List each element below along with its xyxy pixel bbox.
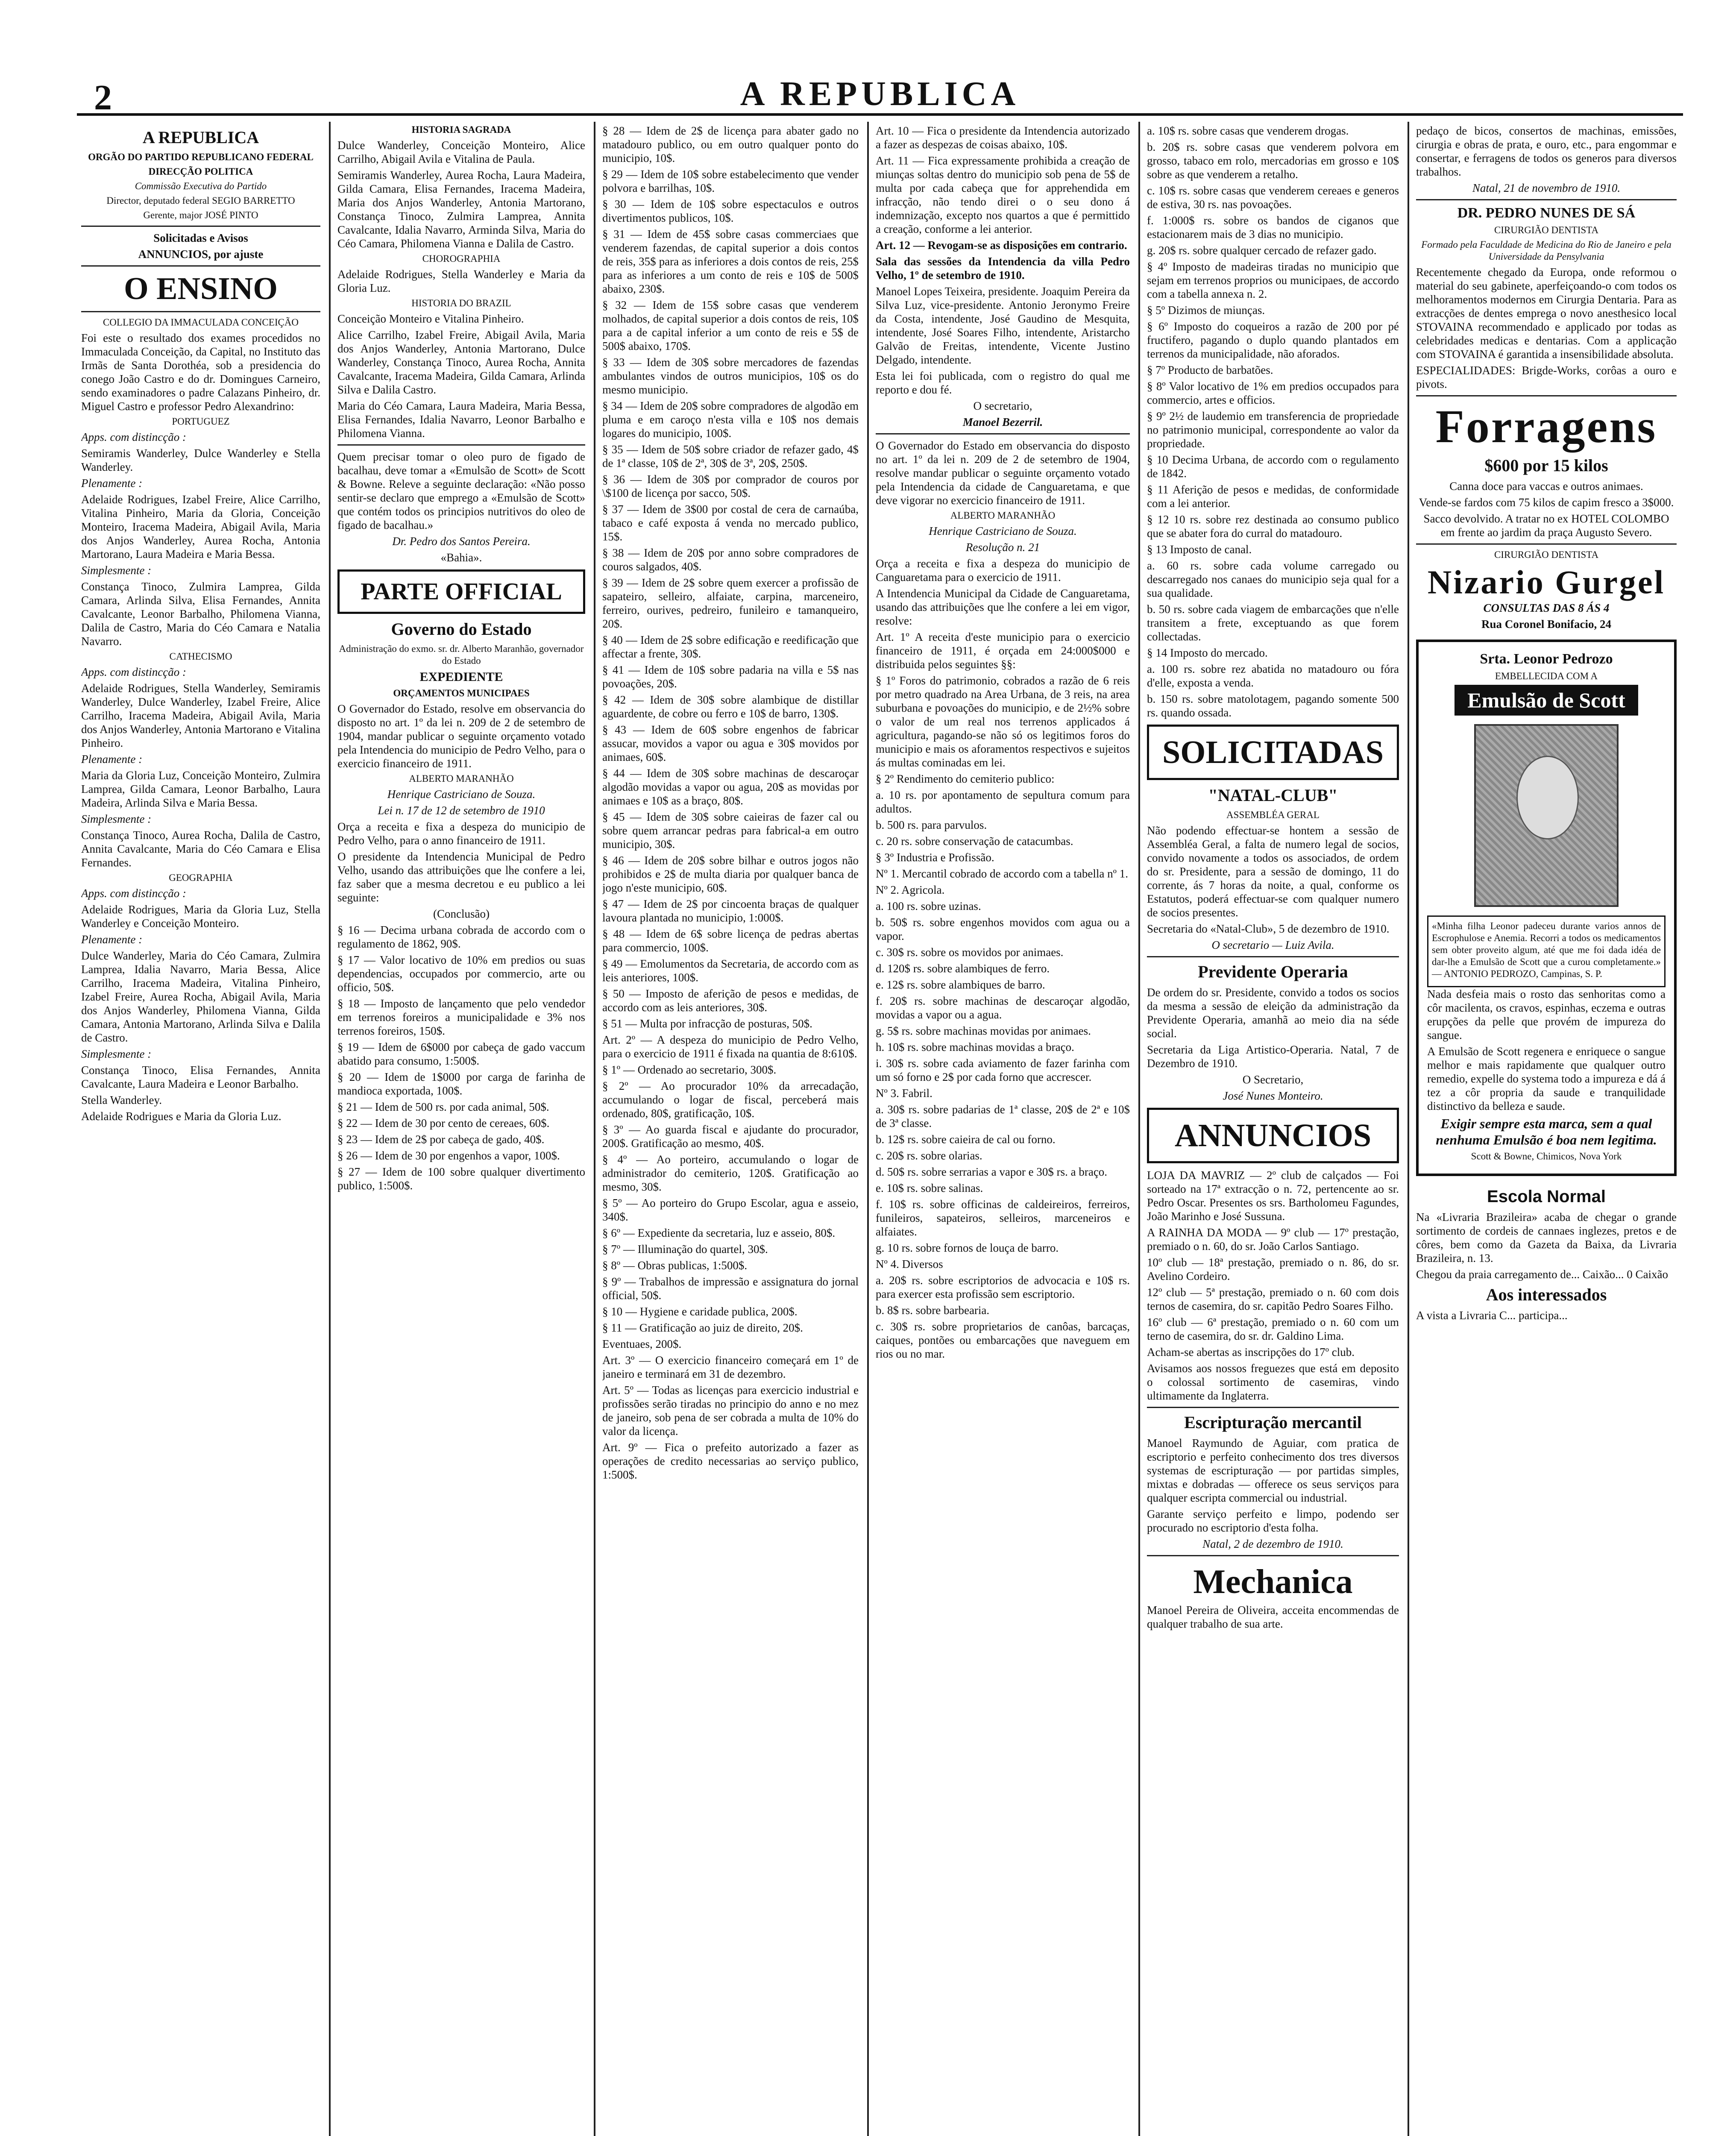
paragraph: Manoel Lopes Teixeira, presidente. Joaquim Pereira da Silva Luz, vice-presidente. Antonio Jeronymo Freire da Costa, intendente, José Gaudino de Mesquita, intendente, José Soares Filho, intendente, Aristarcho Galvão de Freitas, intendente, Vicente Justino Delgado, intendente. <box>876 285 1130 366</box>
signature: O Secretario, <box>1242 1073 1304 1086</box>
escripturacao-title: Escripturação mercantil <box>1184 1413 1362 1432</box>
paragraph: b. 50 rs. sobre cada viagem de embarcações que n'elle transitem a frete, exceptuando as que forem collectadas. <box>1147 603 1399 643</box>
paragraph: § 33 — Idem de 30$ sobre mercadores de fazendas ambulantes vindos de outros municipios, 10$ os do mesmo municipio. <box>602 356 859 396</box>
paragraph: § 17 — Valor locativo de 10% em predios ou suas dependencias, occupados por commercio, arte ou officio, 50$. <box>337 954 585 994</box>
paragraph: § 9º — Trabalhos de impressão e assignatura do jornal official, 50$. <box>602 1275 859 1302</box>
nizario-hours: CONSULTAS DAS 8 ÁS 4 <box>1483 601 1610 614</box>
paragraph: § 23 — Idem de 2$ por cabeça de gado, 40$. <box>337 1133 545 1146</box>
paragraph: O Governador do Estado, resolve em observancia do disposto no art. 1º da lei n. 209 de 2 de setembro de 1904, mandar publicar o seguinte orçamento votado pela Intendencia do municipio de Pedro Velho, para o exercicio financeiro de 1911. <box>337 702 585 770</box>
paragraph: a. 20$ rs. sobre escriptorios de advocacia e 10$ rs. para exercer esta profissão sem escriptorio. <box>876 1274 1130 1300</box>
divider <box>1416 395 1677 396</box>
paragraph: Adelaide Rodrigues, Izabel Freire, Alice Carrilho, Vitalina Pinheiro, Maria da Gloria, Conceição Monteiro, Iracema Madeira, Abigail Avila, Maria dos Anjos Wanderley, Aurea Rocha, Antonia Martorano, Laura Madeira e Maria Bessa. <box>81 493 320 560</box>
divider <box>1147 956 1399 957</box>
paragraph: Art. 2º — A despeza do municipio de Pedro Velho, para o exercicio de 1911 é fixada na quantia de 8:610$. <box>602 1033 859 1060</box>
divider <box>337 444 585 446</box>
paragraph: § 16 — Decima urbana cobrada de accordo com o regulamento de 1862, 90$. <box>337 924 585 950</box>
paragraph: Secretaria do «Natal-Club», 5 de dezembro de 1910. <box>1147 922 1390 935</box>
paragraph: Quem precisar tomar o oleo puro de figado de bacalhau, deve tomar a «Emulsão de Scott» de Scott & Bowne. Releve a seguinte declaração: «Não posso sentir-se declaro que emprego a «Emulsão de Scott» que contém todos os principios nutritivos do oleo de figado de bacalhau.» <box>337 450 585 531</box>
paragraph: 12º club — 5ª prestação, premiado o n. 60 com dois ternos de casemira, do sr. capitão Pedro Soares Filho. <box>1147 1286 1399 1312</box>
testimonial: «Minha filha Leonor padeceu durante varios annos de Escrophulose e Anemia. Recorri a todos os medicamentos sem obter proveito algum, até que me foi dada idéa de dar-lhe a Emulsão de Scott que a curou completamente.» — ANTONIO PEDROZO, Campinas, S. P. <box>1432 921 1661 979</box>
previdente-title: Previdente Operaria <box>1198 962 1348 981</box>
paragraph: § 8º Valor locativo de 1% em predios occupados para commercio, artes e officios. <box>1147 380 1399 406</box>
paragraph: § 2º Rendimento do cemiterio publico: <box>876 772 1055 785</box>
paragraph: Alice Carrilho, Izabel Freire, Abigail Avila, Maria dos Anjos Wanderley, Antonia Martorano, Dulce Wanderley, Constança Tinoco, Aurea Rocha, Annita Cavalcante, Iracema Madeira, Gilda Camara, Arlinda Silva e Dalila Castro. <box>337 329 585 396</box>
paragraph: Maria do Céo Camara, Laura Madeira, Maria Bessa, Elisa Fernandes, Idalia Navarro, Leonor Barbalho e Philomena Vianna. <box>337 399 585 440</box>
subject-heading: PORTUGUEZ <box>172 416 230 427</box>
escola-title: Escola Normal <box>1487 1187 1606 1206</box>
signature: Manoel Bezerril. <box>962 416 1043 428</box>
page-header <box>77 75 1683 116</box>
signature: O secretario, <box>973 399 1032 412</box>
column-5 <box>1147 124 1399 2136</box>
dentist-name: DR. PEDRO NUNES DE SÁ <box>1457 205 1636 221</box>
paragraph: Acham-se abertas as inscripções do 17º club. <box>1147 1346 1355 1358</box>
emulsao-scott-ad <box>1416 640 1677 1176</box>
solicitadas-line: Solicitadas e Avisos <box>153 232 248 244</box>
paragraph: § 5º Dizimos de miunças. <box>1147 304 1265 317</box>
paragraph: Orça a receita e fixa a despeza do municipio de Pedro Velho, para o anno financeiro de 1911. <box>337 820 585 847</box>
paragraph: § 29 — Idem de 10$ sobre estabelecimento que vender polvora e barrilhas, 10$. <box>602 168 859 194</box>
paragraph: 16º club — 6ª prestação, premiado o n. 60 com um terno de casemira, do sr. dr. Galdino Lima. <box>1147 1316 1399 1342</box>
paragraph: § 22 — Idem de 30 por cento de cereaes, 60$. <box>337 1117 550 1130</box>
paragraph: § 1º — Ordenado ao secretario, 300$. <box>602 1063 777 1076</box>
subject-heading: GEOGRAPHIA <box>169 872 233 883</box>
ad-tagline: Exigir sempre esta marca, sem a qual nenhuma Emulsão é boa nem legitima. <box>1436 1116 1657 1147</box>
divider <box>81 311 320 312</box>
paragraph: § 35 — Idem de 50$ sobre criador de refazer gado, 4$ de 1ª classe, 10$ de 2ª, 30$ de 3ª, 20$, 250$. <box>602 443 859 469</box>
portrait-face <box>1516 756 1579 839</box>
paragraph: § 31 — Idem de 45$ sobre casas commerciaes que venderem fazendas, de capital superior a dois contos de reis, 35$ para as inferiores a dois contos de reis, 25$ para as inferiores a um conto de reis e 10$ de 500$ abaixo, 230$. <box>602 228 859 295</box>
paragraph: § 26 — Idem de 30 por engenhos a vapor, 100$. <box>337 1149 560 1162</box>
law-title: Resolução n. 21 <box>965 541 1040 554</box>
grade-label: Apps. com distincção : <box>81 887 186 900</box>
paragraph: ESPECIALIDADES: Brigde-Works, corôas a ouro e pivots. <box>1416 364 1677 390</box>
paragraph: b. 12$ rs. sobre caieira de cal ou forno. <box>876 1133 1056 1146</box>
paragraph: § 2º — Ao procurador 10% da arrecadação, accumulando o logar de fiscal, perceberá mais ordenado, 80$, gratificação, 10$. <box>602 1080 859 1120</box>
signature: José Nunes Monteiro. <box>1223 1089 1323 1102</box>
paragraph: g. 5$ rs. sobre machinas movidas por animaes. <box>876 1024 1091 1037</box>
paragraph: § 41 — Idem de 10$ sobre padaria na villa e 5$ nas povoações, 20$. <box>602 663 859 690</box>
paragraph: § 30 — Idem de 10$ sobre espectaculos e outros divertimentos publicos, 10$. <box>602 198 859 224</box>
column-1 <box>81 124 320 2136</box>
paragraph: § 11 Aferição de pesos e medidas, de conformidade com a lei anterior. <box>1147 483 1399 510</box>
paragraph: § 7º — Illuminação do quartel, 30$. <box>602 1243 768 1256</box>
column-2 <box>337 124 585 2136</box>
signature: ALBERTO MARANHÃO <box>950 510 1056 521</box>
paragraph: Art. 5º — Todas as licenças para exercicio industrial e profissões serão tiradas no principio do anno e no mez de janeiro, sob pena de ser cobrada a multa de 10% do valor da licença. <box>602 1384 859 1438</box>
nizario-address: Rua Coronel Bonifacio, 24 <box>1481 618 1611 631</box>
forragens-price: $600 por 15 kilos <box>1484 456 1608 475</box>
divider <box>1147 1555 1399 1556</box>
paragraph: § 4º Imposto de madeiras tiradas no municipio que sejam em terrenos proprios ou municipaes, de accordo com a tabella annexa n. 2. <box>1147 260 1399 300</box>
paragraph: § 10 Decima Urbana, de accordo com o regulamento de 1842. <box>1147 453 1399 480</box>
portrait-image <box>1474 724 1619 907</box>
paragraph: pedaço de bicos, consertos de machinas, emissões, cirurgia e obras de prata, e ouro, etc., para engommar e consertar, e ferragens de todos os generos para diversos trabalhos. <box>1416 124 1677 178</box>
paragraph: Dulce Wanderley, Conceição Monteiro, Alice Carrilho, Abigail Avila e Vitalina de Paula. <box>337 139 585 165</box>
ad-brand-box <box>1427 685 1666 716</box>
orcamentos-title: ORÇAMENTOS MUNICIPAES <box>393 688 530 698</box>
paragraph: Nº 1. Mercantil cobrado de accordo com a tabella nº 1. <box>876 867 1129 880</box>
paragraph: g. 20$ rs. sobre qualquer cercado de refazer gado. <box>1147 244 1377 257</box>
paragraph: § 20 — Idem de 1$000 por carga de farinha de mandioca exportada, 100$. <box>337 1071 585 1097</box>
solicitadas-banner <box>1147 725 1399 780</box>
page-title: A REPUBLICA <box>740 75 1020 113</box>
paragraph: Eventuaes, 200$. <box>602 1338 682 1350</box>
column-6 <box>1416 124 1677 2136</box>
paragraph: Conceição Monteiro e Vitalina Pinheiro. <box>337 312 524 325</box>
date-line: Natal, 2 de dezembro de 1910. <box>1202 1537 1343 1550</box>
paragraph: d. 120$ rs. sobre alambiques de ferro. <box>876 962 1050 975</box>
subject-heading: HISTORIA DO BRAZIL <box>411 298 511 308</box>
assembleia-title: ASSEMBLÉA GERAL <box>1226 810 1320 820</box>
paragraph: c. 20$ rs. sobre olarias. <box>876 1149 982 1162</box>
paragraph: f. 20$ rs. sobre machinas de descaroçar algodão, movidas a vapor ou a agua. <box>876 995 1130 1021</box>
paragraph: De ordem do sr. Presidente, convido a todos os socios da mesma a sessão de eleição da administração da Previdente Operaria, amanhã ao meio dia na séde social. <box>1147 986 1399 1040</box>
divider <box>1147 1407 1399 1408</box>
paragraph: § 37 — Idem de 3$00 por costal de cera de carnaúba, tabaco e café exposta á venda no mercado publico, 15$. <box>602 503 859 543</box>
paragraph: § 14 Imposto do mercado. <box>1147 646 1268 659</box>
paragraph: § 3º — Ao guarda fiscal e ajudante do procurador, 200$. Gratificação ao mesmo, 40$. <box>602 1123 859 1150</box>
paragraph: § 38 — Idem de 20$ por anno sobre compradores de couros salgados, 40$. <box>602 546 859 573</box>
paragraph: 10º club — 18ª prestação, premiado o n. 86, do sr. Avelino Cordeiro. <box>1147 1256 1399 1282</box>
paragraph: A Intendencia Municipal da Cidade de Canguaretama, usando das attribuições que lhe confere a lei em vigor, resolve: <box>876 587 1130 627</box>
paragraph: Nº 4. Diversos <box>876 1258 943 1270</box>
solicitadas-title: SOLICITADAS <box>1162 734 1384 770</box>
paragraph: a. 30$ rs. sobre padarias de 1ª classe, 20$ de 2ª e 10$ de 3ª classe. <box>876 1103 1130 1130</box>
paragraph: a. 10$ rs. sobre casas que venderem drogas. <box>1147 124 1349 137</box>
paragraph: § 39 — Idem de 2$ sobre quem exercer a profissão de sapateiro, selleiro, alfaiate, carpina, marceneiro, ferreiro, ourives, pedreiro, funileiro e tamanqueiro, 20$. <box>602 576 859 630</box>
paragraph: g. 10 rs. sobre fornos de louça de barro. <box>876 1241 1059 1254</box>
paragraph: c. 30$ rs. sobre proprietarios de canôas, barcaças, caiques, pontões ou embarcações que naveguem em rios ou no mar. <box>876 1320 1130 1360</box>
grade-label: Simplesmente : <box>81 564 152 577</box>
paragraph: a. 10 rs. por apontamento de sepultura comum para adultos. <box>876 789 1130 815</box>
paragraph: § 6º — Expediente da secretaria, luz e asseio, 80$. <box>602 1226 836 1239</box>
paragraph: i. 30$ rs. sobre cada aviamento de fazer farinha com um só forno e 2$ por cada forno que accrescer. <box>876 1057 1130 1083</box>
paragraph: § 6º Imposto do coqueiros a razão de 200 por pé fructifero, pagando o duplo quando plantados em terrenos da municipalidade, não aforados. <box>1147 320 1399 360</box>
paragraph: A Emulsão de Scott regenera e enriquece o sangue melhor e mais rapidamente que qualquer outro remedio, expelle do systema todo a impureza e dá á tez a côr propria da saude e tranquilidade distinctivo da belleza e saude. <box>1427 1045 1666 1112</box>
paragraph: Sala das sessões da Intendencia da villa Pedro Velho, 1º de setembro de 1910. <box>876 255 1130 282</box>
paragraph: h. 10$ rs. sobre machinas movidas a braço. <box>876 1041 1074 1053</box>
paragraph: Esta lei foi publicada, com o registro do qual me reporto e dou fé. <box>876 370 1130 396</box>
natal-club-title: "NATAL-CLUB" <box>1208 786 1338 805</box>
paragraph: Semiramis Wanderley, Dulce Wanderley e Stella Wanderley. <box>81 447 320 473</box>
paragraph: § 50 — Imposto de aferição de pesos e medidas, de accordo com as leis anteriores, 30$. <box>602 987 859 1014</box>
paragraph: § 27 — Idem de 100 sobre qualquer divertimento publico, 1:500$. <box>337 1165 585 1192</box>
paragraph: § 8º — Obras publicas, 1:500$. <box>602 1259 748 1272</box>
paragraph: f. 10$ rs. sobre officinas de caldeireiros, ferreiros, funileiros, sapateiros, selleiros, marceneiros e alfaiates. <box>876 1198 1130 1238</box>
paragraph: § 36 — Idem de 30$ por comprador de couros por \$100 de licença por sacco, 50$. <box>602 473 859 499</box>
column-rule <box>1408 122 1409 2136</box>
paragraph: § 5º — Ao porteiro do Grupo Escolar, agua e asseio, 340$. <box>602 1197 859 1223</box>
paragraph: § 45 — Idem de 30$ sobre caieiras de fazer cal ou sobre quem arrancar pedras para fabrical-a em outro municipio, 30$. <box>602 810 859 851</box>
paragraph: d. 50$ rs. sobre serrarias a vapor e 30$ rs. a braço. <box>876 1165 1108 1178</box>
ad-name: Srta. Leonor Pedrozo <box>1480 651 1613 667</box>
signature: Henrique Castriciano de Souza. <box>387 788 536 801</box>
page-number: 2 <box>94 78 112 117</box>
paragraph: a. 100 rs. sobre rez abatida no matadouro ou fóra d'elle, exposta a venda. <box>1147 663 1399 689</box>
paragraph: § 47 — Idem de 2$ por cincoenta braças de qualquer lavoura plantada no municipio, 1:000$. <box>602 898 859 924</box>
paragraph: O presidente da Intendencia Municipal de Pedro Velho, usando das attribuições que lhe confere a lei, faz saber que a mesma decretou e eu publico a lei seguinte: <box>337 850 585 904</box>
paragraph: O Governador do Estado em observancia do disposto no art. 1º da lei n. 209 de 2 de setembro de 1904, resolve mandar publicar o seguinte orçamento votado pela Intendencia da cidade de Canguaretama, e que deve vigorar no exercicio financeiro de 1911. <box>876 439 1130 507</box>
paragraph: Não podendo effectuar-se hontem a sessão de Assembléa Geral, a falta de numero legal de socios, convido novamente a todos os associados, de ordem do sr. Presidente, para a sessão de domingo, 11 do corrente, ás 7 horas da noite, a qual, conforme os Estatutos, poderá effectuar-se com qualquer numero de socios presentes. <box>1147 824 1399 919</box>
paragraph: § 46 — Idem de 20$ sobre bilhar e outros jogos não prohibidos e 2$ de multa diaria por qualquer banca de jogo n'este municipio, 60$. <box>602 854 859 894</box>
paragraph: § 34 — Idem de 20$ sobre compradores de algodão em pluma e em caroço n'esta villa e 10$ nos demais logares do municipio, 100$. <box>602 399 859 440</box>
paragraph: b. 500 rs. para parvulos. <box>876 819 987 831</box>
ad-brand: Emulsão de Scott <box>1454 685 1638 716</box>
paragraph: Semiramis Wanderley, Aurea Rocha, Laura Madeira, Gilda Camara, Elisa Fernandes, Iracema Madeira, Maria dos Anjos Wanderley, Antonia Martorano, Constança Tinoco, Zulmira Lamprea, Annita Cavalcante, Idalia Navarro, Arminda Silva, Maria do Céo Camara, Philomena Vianna e Dalila de Castro. <box>337 169 585 250</box>
paragraph: c. 10$ rs. sobre casas que venderem cereaes e generos de estiva, 30 rs. nas povoações. <box>1147 184 1399 211</box>
paragraph: § 12 10 rs. sobre rez destinada ao consumo publico que se abater fora do curral do matadouro. <box>1147 513 1399 540</box>
paragraph: § 19 — Idem de 6$000 por cabeça de gado vaccum abatido para consumo, 1:500$. <box>337 1041 585 1067</box>
grade-label: Plenamente : <box>81 933 143 946</box>
parte-official-title: PARTE OFFICIAL <box>361 578 562 605</box>
paragraph: § 51 — Multa por infracção de posturas, 50$. <box>602 1017 812 1030</box>
paragraph: Recentemente chegado da Europa, onde reformou o material do seu gabinete, aperfeiçoando-o com todos os melhoramentos modernos em Cirurgia Dentaria. Para as extracções de dentes emprega o novo anesthesico local STOVAINA recommendado e applicado por todas as celebridades medicas e dentarias. Com a applicação com STOVAINA é garantida a insensibilidade absoluta. <box>1416 266 1677 361</box>
paragraph: f. 1:000$ rs. sobre os bandos de ciganos que estacionarem mais de 3 dias no municipio. <box>1147 214 1399 241</box>
paragraph: Avisamos aos nossos freguezes que está em deposito o colossal sortimento de casemiras, vindo ultimamente da Inglaterra. <box>1147 1362 1399 1402</box>
paragraph: c. 20 rs. sobre conservação de catacumbas. <box>876 835 1073 848</box>
paragraph: Adelaide Rodrigues, Maria da Gloria Luz, Stella Wanderley e Conceição Monteiro. <box>81 903 320 930</box>
grade-label: Simplesmente : <box>81 1047 152 1060</box>
paragraph: § 32 — Idem de 15$ sobre casas que venderem molhados, de capital superior a dois contos de reis, 10$ para a de capital inferior a um conto de reis e 5$ de 500$ abaixo, 170$. <box>602 299 859 352</box>
paragraph: § 44 — Idem de 30$ sobre machinas de descaroçar algodão movidas a vapor ou agua, 20$ as movidas por animaes e 10$ as a braço, 80$. <box>602 767 859 807</box>
column-rule <box>594 122 595 2136</box>
paragraph: c. 30$ rs. sobre os movidos por animaes. <box>876 946 1064 959</box>
aos-title: Aos interessados <box>1486 1285 1607 1304</box>
paragraph: Manoel Pereira de Oliveira, acceita encommendas de qualquer trabalho de sua arte. <box>1147 1604 1399 1630</box>
paragraph: Adelaide Rodrigues, Stella Wanderley e Maria da Gloria Luz. <box>337 268 585 294</box>
signature: Dr. Pedro dos Santos Pereira. <box>392 535 531 548</box>
divider <box>81 226 320 227</box>
masthead-sub: ORGÃO DO PARTIDO REPUBLICANO FEDERAL <box>88 152 314 162</box>
mechanica-title: Mechanica <box>1193 1563 1353 1601</box>
paragraph: Nada desfeia mais o rosto das senhoritas como a côr macilenta, os cravos, espinhas, eczema e outras erupções da pelle que provém de impureza do sangue. <box>1427 988 1666 1042</box>
paragraph: Sacco devolvido. A tratar no ex HOTEL COLOMBO em frente ao jardim da praça Augusto Severo. <box>1423 512 1669 539</box>
paragraph: § 18 — Imposto de lançamento que pelo vendedor em terrenos foreiros a municipalidade e 3% nos terrenos foreiros, 150$. <box>337 997 585 1037</box>
grade-label: Simplesmente : <box>81 813 152 825</box>
administration-line: Administração do exmo. sr. dr. Alberto Maranhão, governador do Estado <box>339 643 584 666</box>
divider <box>81 265 320 267</box>
column-rule <box>329 122 331 2136</box>
paragraph: § 21 — Idem de 500 rs. por cada animal, 50$. <box>337 1100 549 1113</box>
paragraph: b. 50$ rs. sobre engenhos movidos com agua ou a vapor. <box>876 916 1130 942</box>
annuncios-line: ANNUNCIOS, por ajuste <box>138 248 264 261</box>
masthead-sub: DIRECÇÃO POLITICA <box>148 166 253 177</box>
paragraph: Art. 11 — Fica expressamente prohibida a creação de miunças soltas dentro do municipio sob pena de 5$ de multa por cada cabeça que for apprehendida em infracção, não tendo direi o o seu dono á indemnização, excepto nos quartos a que é permittido a creação, conforme a lei anterior. <box>876 154 1130 235</box>
paragraph: b. 150 rs. sobre matolotagem, pagando somente 500 rs. quando ossada. <box>1147 692 1399 719</box>
paragraph: Vende-se fardos com 75 kilos de capim fresco a 3$000. <box>1419 496 1674 509</box>
law-title: Lei n. 17 de 12 de setembro de 1910 <box>378 804 545 817</box>
paragraph: Art. 12 — Revogam-se as disposições em contrario. <box>876 239 1127 252</box>
testimonial-box <box>1427 915 1666 987</box>
paragraph: Nº 2. Agricola. <box>876 883 945 896</box>
paragraph: Garante serviço perfeito e limpo, podendo ser procurado no escriptorio d'esta folha. <box>1147 1508 1399 1534</box>
grade-label: Apps. com distincção : <box>81 666 186 678</box>
section-title: O ENSINO <box>124 271 278 306</box>
ad-maker: Scott & Bowne, Chimicos, Nova York <box>1471 1151 1622 1162</box>
paragraph: Adelaide Rodrigues, Stella Wanderley, Semiramis Wanderley, Dulce Wanderley, Izabel Freire, Alice Carrilho, Iracema Madeira, Abigail Avila, Maria dos Anjos Wanderley, Antonia Martorano e Vitalina Pinheiro. <box>81 682 320 749</box>
paragraph: § 49 — Emolumentos da Secretaria, de accordo com as leis anteriores, 100$. <box>602 957 859 984</box>
paragraph: § 10 — Hygiene e caridade publica, 200$. <box>602 1305 798 1318</box>
paragraph: Constança Tinoco, Zulmira Lamprea, Gilda Camara, Arlinda Silva, Elisa Fernandes, Annita Cavalcante, Leonor Barbalho, Philomena Vianna, Dalila de Castro, Maria do Céo Camara e Natalia Navarro. <box>81 580 320 648</box>
paragraph: § 7º Producto de barbatões. <box>1147 364 1273 376</box>
paragraph: § 4º — Ao porteiro, accumulando o logar de administrador do cemiterio, 120$. Gratificação ao mesmo, 30$. <box>602 1153 859 1193</box>
paragraph: § 43 — Idem de 60$ sobre engenhos de fabricar assucar, movidos a vapor ou agua e 30$ movidos por animaes, 60$. <box>602 723 859 763</box>
paragraph: § 13 Imposto de canal. <box>1147 543 1252 556</box>
paragraph: Constança Tinoco, Aurea Rocha, Dalila de Castro, Annita Cavalcante, Maria do Céo Camara e Elisa Fernandes. <box>81 829 320 869</box>
paragraph: § 40 — Idem de 2$ sobre edificação e reedificação que affectar a frente, 30$. <box>602 634 859 660</box>
dentist-credentials: Formado pela Faculdade de Medicina do Rio de Janeiro e pela Universidade da Pensylvania <box>1421 239 1671 262</box>
paragraph: Adelaide Rodrigues e Maria da Gloria Luz. <box>81 1110 282 1123</box>
grade-label: Plenamente : <box>81 477 143 490</box>
paragraph: Art. 9º — Fica o prefeito autorizado a fazer as operações de credito necessarias ao serviço publico, 1:500$. <box>602 1441 859 1481</box>
conclusao-label: (Conclusão) <box>433 907 490 920</box>
nizario-name: Nizario Gurgel <box>1427 563 1666 601</box>
paragraph: b. 8$ rs. sobre barbearia. <box>876 1304 990 1317</box>
paragraph: b. 20$ rs. sobre casas que venderem polvora em grosso, tabaco em rolo, mercadorias em grosso e 10$ sobre as que venderem a retalho. <box>1147 141 1399 181</box>
paragraph: § 11 — Gratificação ao juiz de direito, 20$. <box>602 1321 803 1334</box>
paragraph: § 42 — Idem de 30$ sobre alambique de distillar aguardente, de cobre ou ferro e 10$ de barro, 130$. <box>602 693 859 720</box>
paragraph: Dulce Wanderley, Maria do Céo Camara, Zulmira Lamprea, Idalia Navarro, Maria Bessa, Alice Carrilho, Iracema Madeira, Vitalina Pinheiro, Izabel Freire, Aurea Rocha, Abigail Avila, Maria dos Anjos Wanderley, Philomena Vianna, Gilda Camara, Antonia Martorano, Arlinda Silva e Dalila de Castro. <box>81 949 320 1044</box>
director-line: Director, deputado federal SEGIO BARRETTO <box>106 195 295 206</box>
signature-place: «Bahia». <box>440 551 482 564</box>
paragraph: § 48 — Idem de 6$ sobre licença de pedras abertas para commercio, 100$. <box>602 927 859 954</box>
annuncios-banner <box>1147 1108 1399 1163</box>
signature: Henrique Castriciano de Souza. <box>929 525 1077 537</box>
paragraph: a. 100 rs. sobre uzinas. <box>876 900 981 912</box>
gerente-line: Gerente, major JOSÉ PINTO <box>143 210 258 220</box>
grade-label: Apps. com distincção : <box>81 431 186 443</box>
paragraph: Art. 10 — Fica o presidente da Intendencia autorizado a fazer as despezas de coisas abaixo, 10$. <box>876 124 1130 151</box>
paragraph: A vista a Livraria C... participa... <box>1416 1309 1568 1322</box>
signature: ALBERTO MARANHÃO <box>409 773 514 784</box>
column-4 <box>876 124 1130 2136</box>
column-rule <box>867 122 869 2136</box>
paragraph: LOJA DA MAVRIZ — 2º club de calçados — Foi sorteado na 17ª extracção o n. 72, pertencente ao sr. Pedro Oscar. Presentes os srs. Bartholomeu Fagundes, João Marinho e José Sussuna. <box>1147 1169 1399 1223</box>
paragraph: Orça a receita e fixa a despeza do municipio de Canguaretama para o exercicio de 1911. <box>876 557 1130 584</box>
paragraph: A RAINHA DA MODA — 9º club — 17º prestação, premiado o n. 60, do sr. João Carlos Santiago. <box>1147 1226 1399 1253</box>
paragraph: e. 12$ rs. sobre alambiques de barro. <box>876 978 1045 991</box>
paragraph: Canna doce para vaccas e outros animaes. <box>1449 480 1643 493</box>
column-rule <box>1138 122 1140 2136</box>
masthead: A REPUBLICA <box>142 128 259 147</box>
paragraph: § 3º Industria e Profissão. <box>876 851 994 864</box>
paragraph: Foi este o resultado dos exames procedidos no Immaculada Conceição, da Capital, no Instituto das Irmãs de Santa Dorothéa, sob a presidencia do conego João Castro e do dr. Domingues Carneiro, sendo examinadores o padre Calazans Pinheiro, dr. Miguel Castro e professor Pedro Alexandrino: <box>81 332 320 413</box>
ad-sub: EMBELLECIDA COM A <box>1495 671 1598 681</box>
date-line: Natal, 21 de novembro de 1910. <box>1472 182 1621 194</box>
forragens-title: Forragens <box>1435 400 1657 452</box>
paragraph: § 28 — Idem de 2$ de licença para abater gado no matadouro publico, ou em outro qualquer ponto do municipio, 10$. <box>602 124 859 164</box>
subsection-title: COLLEGIO DA IMMACULADA CONCEIÇÃO <box>103 317 299 328</box>
signature: O secretario — Luiz Avila. <box>1211 939 1334 951</box>
paragraph: § 9º 2½ de laudemio em transferencia de propriedade no patrimonio municipal, correspondente ao valor da propriedade. <box>1147 410 1399 450</box>
paragraph: Maria da Gloria Luz, Conceição Monteiro, Zulmira Lamprea, Gilda Camara, Leonor Barbalho, Laura Madeira, Arlinda Silva e Maria Bessa. <box>81 769 320 809</box>
nizario-title: CIRURGIÃO DENTISTA <box>1494 549 1599 560</box>
divider <box>1416 543 1677 545</box>
masthead-sub: Commissão Executiva do Partido <box>135 181 267 191</box>
annuncios-title: ANNUNCIOS <box>1174 1118 1372 1153</box>
subject-heading: CATHECISMO <box>169 651 232 662</box>
grade-label: Plenamente : <box>81 753 143 766</box>
column-3 <box>602 124 859 2136</box>
subject-heading: CHOROGRAPHIA <box>422 253 501 264</box>
expediente-title: EXPEDIENTE <box>419 670 503 684</box>
paragraph: Na «Livraria Brazileira» acaba de chegar o grande sortimento de cordeis de cannaes inglezes, pretos e de côres, bem como da Gazeta da Baixa, da Livraria Brazileira, n. 13. <box>1416 1211 1677 1265</box>
dentist-title: CIRURGIÃO DENTISTA <box>1494 225 1599 235</box>
paragraph: Stella Wanderley. <box>81 1094 162 1106</box>
governo-title: Governo do Estado <box>391 619 532 639</box>
divider <box>1416 199 1677 200</box>
paragraph: Constança Tinoco, Elisa Fernandes, Annita Cavalcante, Laura Madeira e Leonor Barbalho. <box>81 1064 320 1090</box>
subject-heading: HISTORIA SAGRADA <box>411 124 511 135</box>
paragraph: Chegou da praia carregamento de... Caixão... 0 Caixão <box>1416 1268 1669 1281</box>
divider <box>876 433 1130 434</box>
paragraph: Secretaria da Liga Artistico-Operaria. Natal, 7 de Dezembro de 1910. <box>1147 1043 1399 1070</box>
paragraph: Art. 3º — O exercicio financeiro começará em 1º de janeiro e terminará em 31 de dezembro. <box>602 1354 859 1380</box>
paragraph: § 1º Foros do patrimonio, cobrados a razão de 6 reis por metro quadrado na Area Urbana, de 3 reis, na area suburbana e povoações do municipio, e de 2½% sobre o valor de um real nos terrenos applicados á agricultura, pagando-se não só os legitimos foros do municipio e mais os aforamentos respectivos e sujeitos ás multas cominadas em lei. <box>876 674 1130 769</box>
paragraph: e. 10$ rs. sobre salinas. <box>876 1182 983 1194</box>
paragraph: a. 60 rs. sobre cada volume carregado ou descarregado nos canaes do municipio seja qual for a sua qualidade. <box>1147 559 1399 599</box>
parte-official-banner <box>337 569 585 614</box>
paragraph: Art. 1º A receita d'este municipio para o exercicio financeiro de 1911, é orçada em 24:000$000 e distribuida pelos seguintes §§: <box>876 631 1130 671</box>
paragraph: Nº 3. Fabril. <box>876 1087 933 1100</box>
paragraph: Manoel Raymundo de Aguiar, com pratica de escriptorio e perfeito conhecimento dos tres diversos systemas de escripturação — por partidas simples, mixtas e dobradas — offerece os seus serviços para qualquer escripta commercial ou industrial. <box>1147 1437 1399 1504</box>
